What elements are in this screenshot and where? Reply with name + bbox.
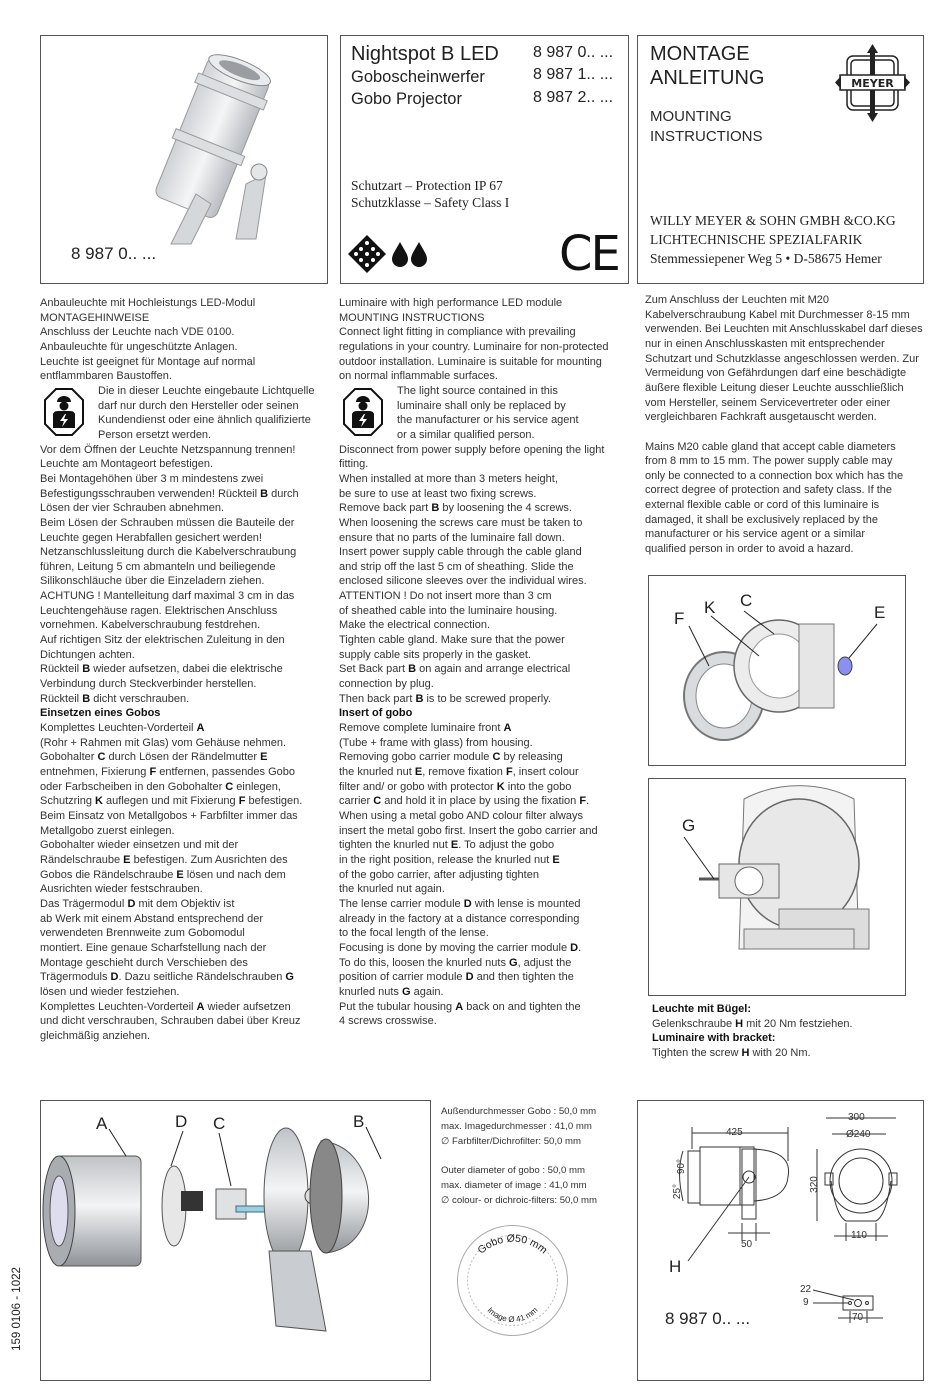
- spec-line: Outer diameter of gobo : 50,0 mm: [441, 1165, 585, 1176]
- text-line: Gobohalter wieder einsetzen und mit der: [40, 839, 239, 852]
- spec-line: Außendurchmesser Gobo : 50,0 mm: [441, 1106, 597, 1117]
- text-line: darf nur durch den Hersteller oder seinen: [98, 399, 299, 412]
- text-line: Trägermoduls D. Dazu seitliche Rändelschrauben G: [40, 971, 294, 984]
- text-line: Ausrichten wieder festschrauben.: [40, 883, 203, 896]
- text-line: Rändelschraube E befestigen. Zum Ausrichten des: [40, 853, 288, 866]
- label-d: D: [175, 1112, 188, 1131]
- svg-text:Image Ø 41 mm: [485, 1305, 539, 1324]
- text-line: Luminaire with bracket:: [652, 1032, 776, 1045]
- text-line: Schutzring K auflegen und mit Fixierung F befestigen.: [40, 795, 303, 808]
- dust-proof-icon: [347, 234, 387, 274]
- text-line: ab Werk mit einem Abstand entsprechend der: [40, 912, 263, 925]
- label-c: C: [740, 591, 753, 610]
- text-line: damaged, it shall be exclusively replaced by the: [645, 513, 878, 526]
- text-line: verwendeten Brennweite zum Gobomodul: [40, 927, 245, 940]
- bracket-instructions: [652, 1002, 922, 1061]
- safety-class: Schutzklasse – Safety Class I: [351, 195, 510, 210]
- text-line: verwenden. Bei Leuchten mit Anschlusskabel darf dieses: [645, 323, 923, 336]
- text-line: Tighten cable gland. Make sure that the power: [339, 634, 565, 647]
- text-line: MOUNTING INSTRUCTIONS: [339, 311, 485, 324]
- text-line: on normal inflammable surfaces.: [339, 370, 498, 383]
- company-division: LICHTECHNISCHE SPEZIALFARIK: [650, 232, 863, 247]
- montage-heading-line2: ANLEITUNG: [650, 67, 765, 89]
- text-line: Beim Lösen der Schrauben müssen die Bauteile der: [40, 516, 295, 529]
- qualified-person-icon: [343, 388, 383, 436]
- text-line: Remove complete luminaire front A: [339, 722, 512, 735]
- mounting-heading-line2: INSTRUCTIONS: [650, 128, 763, 145]
- water-drops-icon: [391, 241, 429, 267]
- dimension-drawing-box: [637, 1100, 924, 1381]
- text-line: Lösen der vier Schrauben abnehmen.: [40, 502, 225, 515]
- text-line: ATTENTION ! Do not insert more than 3 cm: [339, 590, 552, 603]
- gobo-size-diagram: [450, 1218, 575, 1343]
- product-title: Nightspot B LED: [351, 43, 499, 65]
- company-name: WILLY MEYER & SOHN GMBH &CO.KG: [650, 213, 896, 228]
- qualified-person-notice: [40, 384, 332, 443]
- text-line: Leuchtengehäuse ragen. Elektrischen Anschluss: [40, 604, 278, 617]
- company-address: Stemmessiepener Weg 5 • D-58675 Hemer: [650, 251, 882, 266]
- dim-height: 320: [808, 1176, 820, 1193]
- gobo-specs-de: [441, 1104, 596, 1149]
- text-line: be sure to use at least two fixing screws.: [339, 487, 537, 500]
- text-line: Leuchte ist geeignet für Montage auf normal: [40, 355, 256, 368]
- text-line: Leuchte mit Bügel:: [652, 1003, 752, 1015]
- text-line: only be connected to a connection box which has the: [645, 469, 904, 482]
- text-line: Insert power supply cable through the cable gland: [339, 546, 582, 559]
- text-line: äußere flexible Leitung dieser Leuchte ausschließlich: [645, 381, 904, 394]
- label-b: B: [353, 1112, 365, 1131]
- montage-heading-line1: MONTAGE: [650, 43, 750, 65]
- text-line: tighten the knurled nut E. To adjust the gobo: [339, 839, 555, 852]
- text-line: outdoor installation. Luminaire is suitable for mounting: [339, 355, 602, 368]
- dim-width: 300: [848, 1112, 865, 1123]
- text-line: regulations in your country. Luminaire for non-protected: [339, 340, 609, 353]
- qualified-person-notice: [339, 384, 631, 443]
- text-line: supply cable sits properly in the gasket.: [339, 648, 531, 661]
- text-line: Tighten the screw H with 20 Nm.: [652, 1046, 811, 1059]
- product-title-box: [340, 35, 629, 284]
- text-line: Netzanschlussleitung durch die Kabelverschraubung: [40, 546, 297, 559]
- text-line: in the right position, release the knurled nut E: [339, 853, 560, 866]
- text-line: Montage geschieht durch Verschieben des: [40, 956, 248, 969]
- text-line: When loosening the screws care must be taken to: [339, 516, 583, 529]
- text-line: position of carrier module D and then tighten the: [339, 971, 574, 984]
- text-line: gleichmäßig anziehen.: [40, 1029, 151, 1042]
- text-line: qualified person in order to avoid a hazard.: [645, 543, 854, 556]
- text-line: vornehmen. Kabelverschraubung festdrehen.: [40, 619, 261, 632]
- text-line: entflammbaren Baustoffen.: [40, 370, 172, 383]
- text-line: Einsetzen eines Gobos: [40, 707, 161, 720]
- image-diameter-label: Image Ø 41 mm: [485, 1305, 540, 1325]
- text-line: Vermeidung von Gefährdungen darf eine beschädigte: [645, 367, 907, 380]
- text-line: Komplettes Leuchten-Vorderteil A: [40, 722, 205, 735]
- text-line: correct degree of protection and safety class. If the: [645, 484, 893, 497]
- text-line: Gobos die Rändelschraube E lösen und nach dem: [40, 868, 286, 881]
- text-line: oder Farbscheiben in den Gobohalter C einlegen,: [40, 780, 281, 793]
- text-line: Make the electrical connection.: [339, 619, 491, 632]
- text-line: luminaire shall only be replaced by: [397, 399, 566, 412]
- document-number: 159 0106 - 1022: [11, 1267, 23, 1351]
- text-line: Disconnect from power supply before opening the light: [339, 443, 605, 456]
- text-line: and strip off the last 5 cm of sheathing. Slide the: [339, 560, 574, 573]
- text-line: of sheathed cable into the luminaire housing.: [339, 604, 558, 617]
- protection-rating: Schutzart – Protection IP 67: [351, 178, 503, 193]
- text-line: Beim Einsatz von Metallgobos + Farbfilter immer das: [40, 809, 298, 822]
- label-g: G: [682, 816, 696, 835]
- text-line: lösen und wieder festziehen.: [40, 985, 180, 998]
- dim-base-width: 110: [851, 1230, 867, 1241]
- text-line: Focusing is done by moving the carrier module D.: [339, 941, 582, 954]
- text-line: Anbauleuchte mit Hochleistungs LED-Modul: [40, 297, 256, 309]
- label-h: H: [669, 1257, 682, 1276]
- dim-angle-up: 90°: [676, 1158, 688, 1175]
- text-line: Put the tubular housing A back on and tighten the: [339, 1000, 581, 1013]
- text-line: Zum Anschluss der Leuchten mit M20: [645, 294, 830, 306]
- dim-hole-small: 9: [803, 1297, 809, 1308]
- svg-text:Gobo Ø50 mm: [476, 1233, 550, 1257]
- article-number: 8 987 0.. ...: [533, 44, 614, 61]
- text-line: filter and/ or gobo with protector K into the gobo: [339, 780, 572, 793]
- exploded-view-drawing: [41, 1101, 430, 1380]
- text-line: Removing gobo carrier module C by releasing: [339, 751, 563, 764]
- text-line: or a similar qualified person.: [397, 428, 535, 441]
- text-line: Verbindung durch Steckverbinder herstellen.: [40, 678, 257, 691]
- label-k: K: [704, 598, 716, 617]
- dim-hole-spacing: 70: [852, 1312, 864, 1323]
- text-line: Anschluss der Leuchte nach VDE 0100.: [40, 326, 235, 339]
- text-line: external flexible cable or cord of this luminaire is: [645, 499, 880, 512]
- instructions-german: [40, 296, 332, 1043]
- text-line: already in the factory at a distance corresponding: [339, 912, 580, 925]
- text-line: 4 screws crosswise.: [339, 1015, 437, 1028]
- label-f: F: [674, 609, 685, 628]
- text-line: Insert of gobo: [339, 707, 413, 720]
- label-e: E: [874, 603, 886, 622]
- text-line: fitting.: [339, 458, 369, 471]
- text-line: Das Trägermodul D mit dem Objektiv ist: [40, 897, 235, 910]
- text-line: (Tube + frame with glass) from housing.: [339, 736, 533, 749]
- meyer-logo: [835, 44, 910, 122]
- spec-line: ∅ colour- or dichroic-filters: 50,0 mm: [441, 1195, 598, 1206]
- gobo-diameter-label: Gobo Ø50 mm: [475, 1232, 550, 1257]
- text-line: Anbauleuchte für ungeschützte Anlagen.: [40, 340, 238, 353]
- text-line: carrier C and hold it in place by using the fixation F.: [339, 795, 590, 808]
- dim-angle-down: 25°: [672, 1183, 684, 1200]
- text-line: ensure that no parts of the luminaire fall down.: [339, 531, 565, 544]
- text-line: When installed at more than 3 meters height,: [339, 472, 558, 485]
- text-line: from 8 mm to 15 mm. The power supply cable may: [645, 455, 893, 468]
- instructions-english: [339, 296, 631, 1029]
- text-line: enclosed silicone sleeves over the individual wires.: [339, 575, 587, 588]
- text-line: The light source contained in this: [397, 384, 558, 397]
- manufacturer-box: [637, 35, 924, 284]
- text-line: Schutzart und Schutzklasse angeschlossen werden. Zur: [645, 352, 919, 365]
- text-line: führen, Leitung 5 cm abmanteln und beiliegende: [40, 560, 276, 573]
- text-line: Befestigungsschrauben verwenden! Rückteil B durch: [40, 487, 299, 500]
- text-line: vom Hersteller, seinem Servicevertreter oder einer: [645, 396, 891, 409]
- dimension-drawing: [638, 1101, 923, 1380]
- text-line: Person ersetzt werden.: [98, 428, 212, 441]
- mounting-heading-line1: MOUNTING: [650, 108, 732, 125]
- dim-bracket-width: 50: [741, 1239, 753, 1250]
- gobo-specs-en: [441, 1163, 597, 1208]
- product-photo-box: [40, 35, 328, 284]
- text-line: Vor dem Öffnen der Leuchte Netzspannung trennen!: [40, 443, 296, 456]
- text-line: (Rohr + Rahmen mit Glas) vom Gehäuse nehmen.: [40, 736, 287, 749]
- ce-mark: CE: [559, 226, 619, 282]
- text-line: ACHTUNG ! Mantelleitung darf maximal 3 cm in das: [40, 590, 295, 603]
- gobo-carrier-figure: [648, 575, 906, 766]
- text-line: entnehmen, Fixierung F entfernen, passendes Gobo: [40, 766, 296, 778]
- text-line: The lense carrier module D with lense is mounted: [339, 897, 581, 910]
- text-line: the knurled nut E, remove fixation F, insert colour: [339, 766, 579, 778]
- product-code: 8 987 0.. ...: [71, 244, 157, 263]
- text-line: Auf richtigen Sitz der elektrischen Zuleitung in den: [40, 634, 285, 647]
- svg-text:MEYER: MEYER: [851, 77, 894, 90]
- text-line: MONTAGEHINWEISE: [40, 311, 150, 324]
- text-line: Set Back part B on again and arrange electrical: [339, 663, 571, 676]
- text-line: Rückteil B wieder aufsetzen, dabei die elektrische: [40, 663, 283, 676]
- dim-length: 425: [726, 1127, 743, 1138]
- text-line: connection by plug.: [339, 678, 434, 691]
- text-line: Then back part B is to be screwed properly.: [339, 692, 551, 705]
- qualified-person-icon: [44, 388, 84, 436]
- text-line: knurled nuts G again.: [339, 985, 444, 998]
- text-line: Metallgobo zuerst einlegen.: [40, 824, 175, 837]
- product-subtitle-en: Gobo Projector: [351, 90, 462, 108]
- text-line: Dichtungen achten.: [40, 648, 135, 661]
- text-line: Kundendienst oder eine ähnlich qualifizierte: [98, 414, 311, 427]
- spec-line: ∅ Farbfilter/Dichrofilter: 50,0 mm: [441, 1136, 582, 1147]
- text-line: Komplettes Leuchten-Vorderteil A wieder aufsetzen: [40, 1000, 291, 1013]
- text-line: Leuchte gegen Herabfallen gesichert werden!: [40, 531, 262, 544]
- spec-line: max. diameter of image : 41,0 mm: [441, 1180, 587, 1191]
- lens-carrier-drawing: [649, 779, 905, 995]
- label-c: C: [213, 1114, 226, 1133]
- spotlight-photo: [141, 44, 291, 249]
- text-line: Remove back part B by loosening the 4 screws.: [339, 502, 572, 515]
- text-line: Kabelverschraubung Kabel mit Durchmesser 8-15 mm: [645, 308, 910, 321]
- gobo-carrier-drawing: [649, 576, 905, 765]
- text-line: Silikonschläuche über die Einzeladern ziehen.: [40, 575, 265, 588]
- label-a: A: [96, 1114, 108, 1133]
- text-line: When using a metal gobo AND colour filter always: [339, 809, 583, 822]
- text-line: Bei Montagehöhen über 3 m mindestens zwei: [40, 472, 264, 485]
- article-number: 8 987 2.. ...: [533, 89, 614, 106]
- dim-hole-large: 22: [800, 1284, 812, 1295]
- text-line: Gelenkschraube H mit 20 Nm festziehen.: [652, 1017, 853, 1030]
- text-line: the knurled nut again.: [339, 883, 445, 896]
- text-line: Die in dieser Leuchte eingebaute Lichtquelle: [98, 384, 315, 397]
- product-subtitle-de: Goboscheinwerfer: [351, 68, 485, 86]
- text-line: Leuchte am Montageort befestigen.: [40, 458, 214, 471]
- cable-notes: [645, 293, 930, 557]
- text-line: insert the metal gobo first. Insert the gobo carrier and: [339, 824, 598, 837]
- text-line: Gobohalter C durch Lösen der Rändelmutter E: [40, 751, 268, 764]
- product-code: 8 987 0.. ...: [665, 1309, 751, 1328]
- lens-carrier-figure: [648, 778, 906, 996]
- text-line: Luminaire with high performance LED module: [339, 297, 563, 309]
- text-line: nur in einen Anschlusskasten mit entsprechender: [645, 337, 885, 350]
- text-line: to the focal length of the lense.: [339, 927, 489, 940]
- article-number: 8 987 1.. ...: [533, 66, 614, 83]
- text-line: montiert. Eine genaue Scharfstellung nach der: [40, 941, 267, 954]
- text-line: Rückteil B dicht verschrauben.: [40, 692, 190, 705]
- exploded-view-box: [40, 1100, 431, 1381]
- text-line: of the gobo carrier, after adjusting tighten: [339, 868, 539, 881]
- text-line: manufacturer or his service agent or a similar: [645, 528, 866, 541]
- text-line: vergleichbaren Fachkraft ausgetauscht werden.: [645, 411, 877, 424]
- spec-line: max. Imagedurchmesser : 41,0 mm: [441, 1121, 592, 1132]
- text-line: Connect light fitting in compliance with prevailing: [339, 326, 576, 339]
- text-line: the manufacturer or his service agent: [397, 414, 579, 427]
- text-line: To do this, loosen the knurled nuts G, adjust the: [339, 956, 572, 969]
- text-line: Mains M20 cable gland that accept cable diameters: [645, 440, 896, 453]
- dim-diameter: Ø240: [846, 1129, 871, 1140]
- text-line: und dicht verschrauben, Schrauben dabei über Kreuz: [40, 1015, 301, 1028]
